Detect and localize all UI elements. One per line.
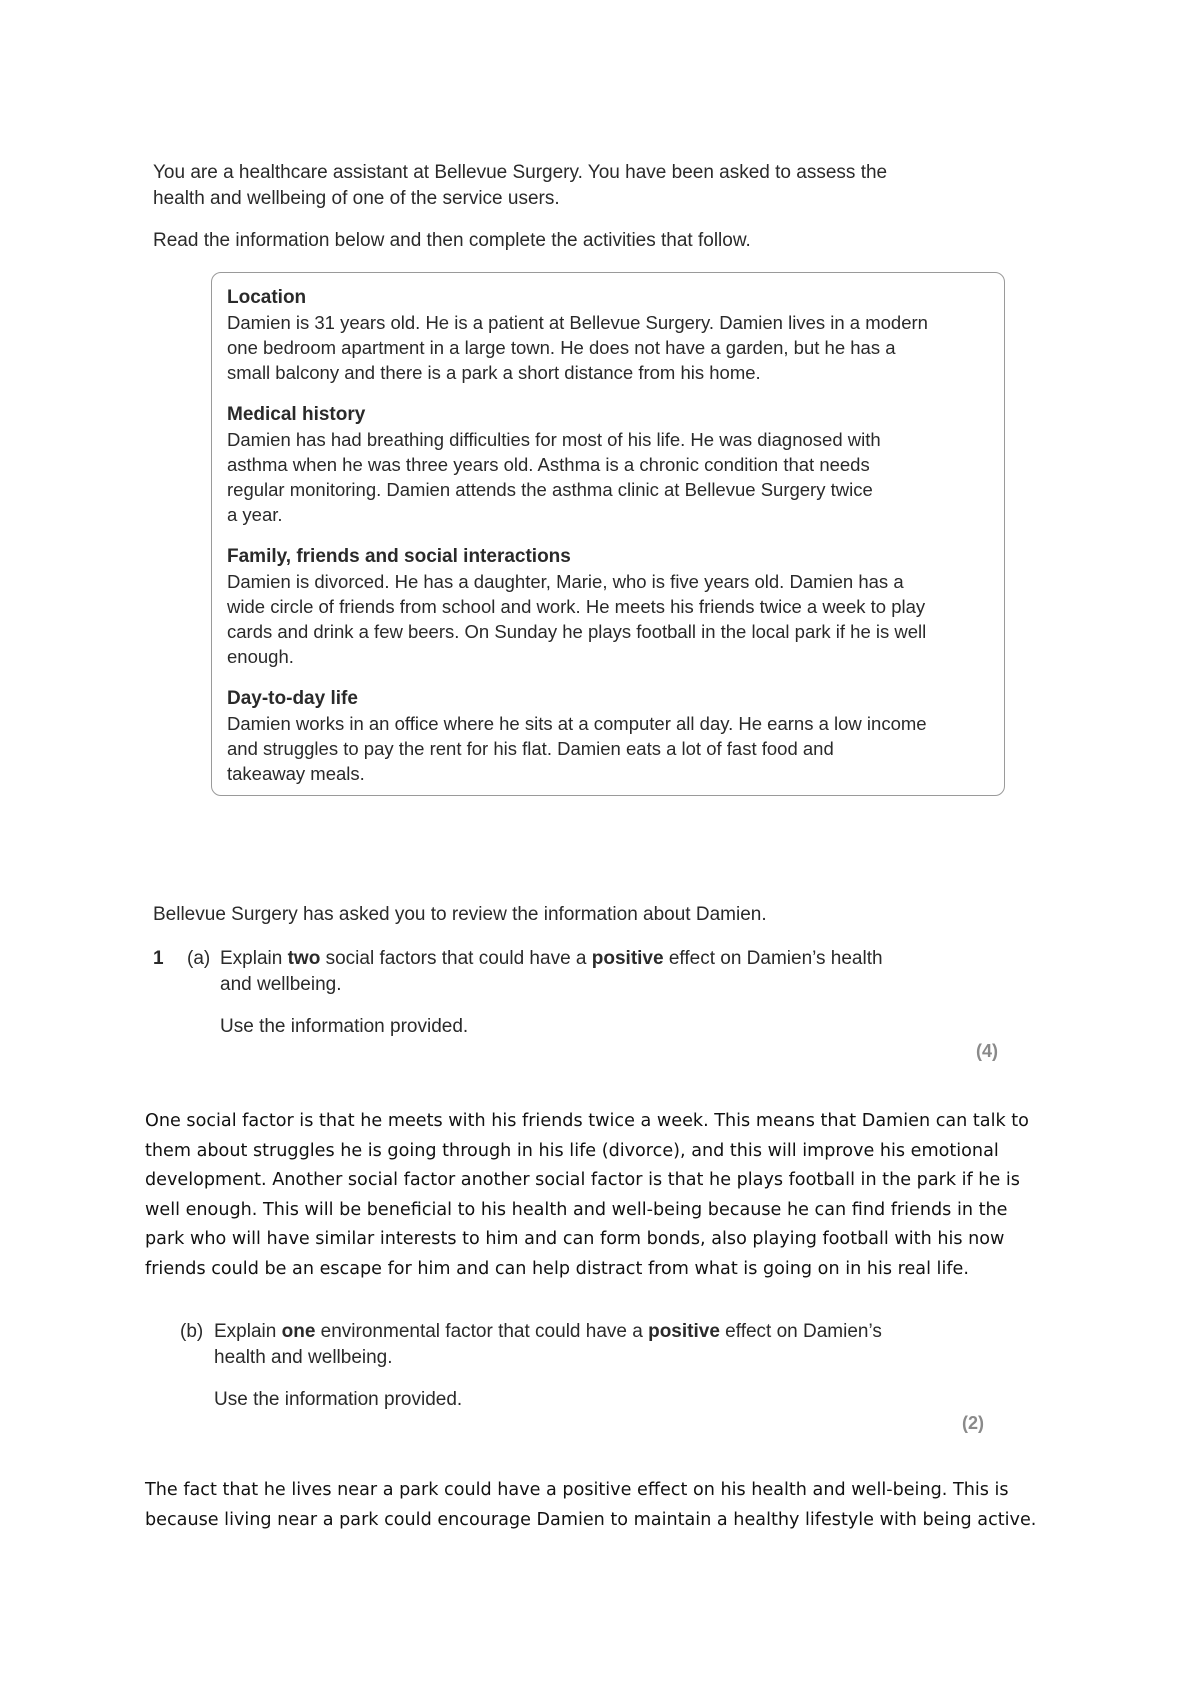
medical-history-heading: Medical history bbox=[227, 404, 366, 425]
location-line: Damien is 31 years old. He is a patient at Bellevue Surgery. Damien lives in a modern bbox=[227, 312, 928, 333]
question-part-label: (b) bbox=[180, 1321, 204, 1342]
question-text-fragment: Explain bbox=[214, 1321, 282, 1342]
question-text bbox=[214, 1319, 983, 1413]
answer-1a bbox=[145, 1107, 1055, 1284]
answer-line: The fact that he lives near a park could have a positive effect on his health and well-being. This is bbox=[145, 1480, 1009, 1500]
question-text bbox=[220, 946, 983, 1040]
location-text bbox=[227, 310, 988, 385]
medical-line: Damien has had breathing difficulties for most of his life. He was diagnosed with bbox=[227, 429, 881, 450]
location-section bbox=[227, 285, 988, 385]
answer-line: development. Another social factor another social factor is that he plays football in the park if he is bbox=[145, 1170, 1020, 1190]
question-1b bbox=[180, 1319, 983, 1413]
question-part-label: (a) bbox=[187, 948, 211, 969]
answer-line: park who will have similar interests to him and can form bonds, also playing football with his now bbox=[145, 1229, 1005, 1249]
question-text-fragment: environmental factor that could have a bbox=[315, 1321, 649, 1342]
medical-history-text bbox=[227, 427, 988, 527]
question-text-fragment: effect on Damien’s health bbox=[663, 948, 883, 969]
answer-line: well enough. This will be beneficial to his health and well-being because he can find friends in the bbox=[145, 1199, 1008, 1220]
question-intro: Bellevue Surgery has asked you to review the information about Damien. bbox=[153, 904, 767, 925]
medical-history-section bbox=[227, 402, 988, 527]
question-1a bbox=[153, 946, 983, 1040]
question-text-fragment: effect on Damien’s bbox=[719, 1321, 882, 1342]
marks-label: (4) bbox=[976, 1041, 998, 1061]
family-section bbox=[227, 544, 988, 669]
intro-line-2: health and wellbeing of one of the service users. bbox=[153, 188, 560, 209]
family-line: Damien is divorced. He has a daughter, Marie, who is five years old. Damien has a bbox=[227, 571, 904, 592]
use-information-instruction: Use the information provided. bbox=[214, 1389, 463, 1410]
answer-line: because living near a park could encourage Damien to maintain a healthy lifestyle with being active. bbox=[145, 1509, 1037, 1530]
medical-line: asthma when he was three years old. Asthma is a chronic condition that needs bbox=[227, 454, 870, 475]
medical-line: regular monitoring. Damien attends the asthma clinic at Bellevue Surgery twice bbox=[227, 479, 873, 500]
family-heading: Family, friends and social interactions bbox=[227, 546, 571, 567]
question-text-fragment: social factors that could have a bbox=[320, 948, 592, 969]
intro-line-1: You are a healthcare assistant at Bellevue Surgery. You have been asked to assess the bbox=[153, 162, 888, 183]
answer-line: them about struggles he is going through in his life (divorce), and this will improve his emotional bbox=[145, 1140, 999, 1161]
question-number: 1 bbox=[153, 948, 164, 969]
daily-line: and struggles to pay the rent for his flat. Damien eats a lot of fast food and bbox=[227, 738, 834, 759]
location-line: small balcony and there is a park a short distance from his home. bbox=[227, 362, 761, 383]
daily-line: Damien works in an office where he sits at a computer all day. He earns a low income bbox=[227, 713, 927, 734]
location-line: one bedroom apartment in a large town. He does not have a garden, but he has a bbox=[227, 337, 896, 358]
emphasis-two: two bbox=[287, 948, 321, 969]
family-line: enough. bbox=[227, 646, 294, 667]
emphasis-one: one bbox=[281, 1321, 316, 1342]
daily-life-text bbox=[227, 711, 988, 786]
medical-line: a year. bbox=[227, 504, 283, 525]
family-text bbox=[227, 569, 988, 669]
answer-line: One social factor is that he meets with his friends twice a week. This means that Damien can talk to bbox=[145, 1111, 1029, 1131]
question-text-fragment: Explain bbox=[220, 948, 288, 969]
case-study-box bbox=[211, 272, 1005, 796]
question-text-fragment: and wellbeing. bbox=[220, 974, 342, 995]
question-text-fragment: health and wellbeing. bbox=[214, 1347, 393, 1368]
daily-life-heading: Day-to-day life bbox=[227, 688, 358, 709]
read-instruction: Read the information below and then complete the activities that follow. bbox=[153, 230, 751, 251]
intro-paragraph bbox=[153, 160, 953, 212]
daily-life-section bbox=[227, 686, 988, 786]
intro-text bbox=[153, 160, 953, 254]
family-line: wide circle of friends from school and work. He meets his friends twice a week to play bbox=[227, 596, 926, 617]
answer-1b bbox=[145, 1476, 1065, 1535]
marks-label: (2) bbox=[962, 1413, 984, 1433]
emphasis-positive: positive bbox=[648, 1321, 720, 1342]
family-line: cards and drink a few beers. On Sunday he plays football in the local park if he is well bbox=[227, 621, 927, 642]
daily-line: takeaway meals. bbox=[227, 763, 365, 784]
location-heading: Location bbox=[227, 287, 307, 308]
answer-line: friends could be an escape for him and can help distract from what is going on in his real life. bbox=[145, 1258, 969, 1279]
emphasis-positive: positive bbox=[591, 948, 664, 969]
use-information-instruction: Use the information provided. bbox=[220, 1016, 469, 1037]
